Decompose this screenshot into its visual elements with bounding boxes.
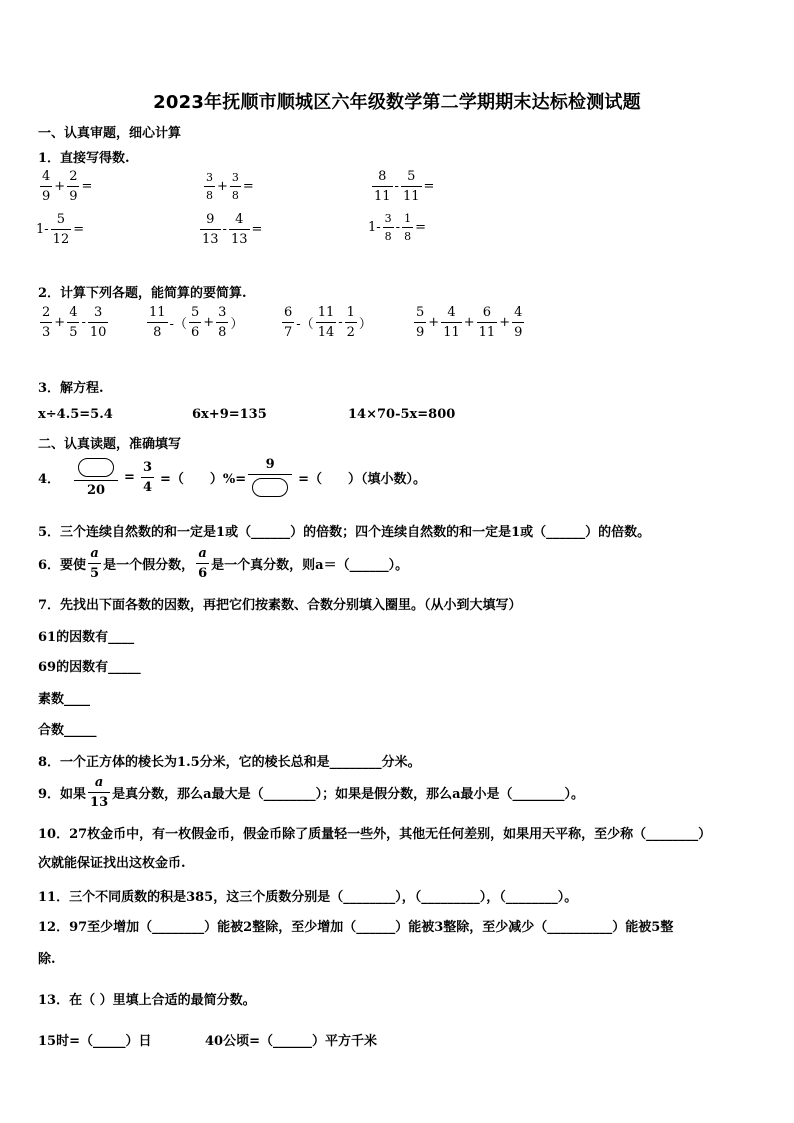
fraction: $\frac{2}{9}$: [69, 169, 78, 204]
section-2-heading: 二、认真读题，准确填写: [38, 437, 182, 452]
fraction: $\frac{6}{7}$: [284, 305, 293, 340]
q3-equation-2: 6x+9=135: [192, 407, 267, 422]
fraction: $\frac{5}{12}$: [52, 212, 70, 247]
q13-item-b: 40公顷=（______）平方千米: [205, 1034, 377, 1049]
fraction: $\frac{3}{8}$: [206, 171, 213, 202]
q3-label: 3．解方程.: [38, 381, 104, 396]
fraction: $\frac{3}{10}$: [89, 305, 107, 340]
q2-label: 2．计算下列各题，能简算的要简算.: [38, 286, 247, 301]
q2-expression-3: $\frac{6}{7}$ -（ $\frac{11}{14}$ - $\frac{1}{2}$ ）: [284, 305, 372, 340]
q8: 8．一个正方体的棱长为1.5分米，它的棱长总和是________分米。: [38, 755, 421, 770]
q1-item-1: $\frac{4}{9}$ + $\frac{2}{9}$ =: [42, 169, 93, 204]
fraction: $\frac{9}{13}$: [202, 212, 219, 247]
q4: 4． 20 = $\frac{3}{4}$ =（ ）%= 9 =（ ）（填小数）。: [38, 457, 427, 498]
fraction: $\frac{4}{5}$: [69, 305, 78, 340]
q1-item-6: 1- $\frac{3}{8}$ - $\frac{1}{8}$ =: [368, 212, 426, 243]
fraction: $\frac{5}{6}$: [190, 305, 200, 340]
fraction: $\frac{5}{11}$: [402, 169, 420, 204]
fraction: $\frac{a}{5}$: [90, 546, 100, 581]
q3-equation-3: 14×70-5x=800: [348, 407, 456, 422]
answer-blank[interactable]: [252, 478, 288, 497]
q12-line-1: 12．97至少增加（________）能被2整除，至少增加（______）能被3整除，至少减少（__________）能被5整: [38, 920, 674, 935]
q13-label: 13．在（ ）里填上合适的最简分数。: [38, 993, 256, 1008]
q2-expression-4: $\frac{5}{9}$ + $\frac{4}{11}$ + $\frac{6}{11}$ + $\frac{4}{9}$: [416, 305, 523, 340]
q7-line-2: 69的因数有_____: [38, 660, 141, 675]
fraction: $\frac{3}{4}$: [142, 460, 152, 495]
q1-item-5: $\frac{9}{13}$ - $\frac{4}{13}$ =: [202, 212, 263, 247]
fraction: $\frac{1}{2}$: [346, 305, 355, 340]
q7-line-4: 合数_____: [38, 723, 97, 738]
q6: 6．要使 $\frac{a}{5}$ 是一个假分数， $\frac{a}{6}$ 是一个真分数，则a＝（______）。: [38, 546, 409, 581]
q1-label: 1．直接写得数.: [38, 151, 130, 166]
q1-item-3: $\frac{8}{11}$ - $\frac{5}{11}$ =: [374, 169, 435, 204]
q7-label: 7．先找出下面各数的因数，再把它们按素数、合数分别填入圈里。（从小到大填写）: [38, 598, 522, 613]
fraction: $\frac{1}{8}$: [404, 212, 412, 243]
fraction: $\frac{a}{6}$: [198, 546, 208, 581]
q11: 11．三个不同质数的积是385，这三个质数分别是（________），（_________），（________）。: [38, 890, 578, 905]
fraction: $\frac{3}{8}$: [384, 212, 392, 243]
q3-equation-1: x÷4.5=5.4: [38, 407, 113, 422]
q7-line-3: 素数____: [38, 692, 91, 707]
fraction: $\frac{a}{13}$: [90, 775, 109, 810]
q12-line-2: 除.: [38, 952, 56, 967]
q13-item-a: 15时=（_____）日: [38, 1034, 152, 1049]
answer-blank[interactable]: [78, 458, 114, 477]
q1-item-4: 1- $\frac{5}{12}$ =: [36, 212, 85, 247]
fraction: $\frac{3}{8}$: [218, 305, 227, 340]
q2-expression-1: $\frac{2}{3}$ + $\frac{4}{5}$ - $\frac{3}{10}$: [42, 305, 107, 340]
fraction: $\frac{8}{11}$: [374, 169, 391, 204]
fraction: $\frac{4}{13}$: [230, 212, 248, 247]
section-1-heading: 一、认真审题，细心计算: [38, 126, 182, 141]
fraction-blank-denominator: 9: [248, 458, 292, 497]
fraction: $\frac{5}{9}$: [416, 305, 425, 340]
q10-line-2: 次就能保证找出这枚金币.: [38, 856, 186, 871]
fraction: $\frac{4}{11}$: [443, 305, 460, 340]
fraction: $\frac{4}{9}$: [42, 169, 51, 204]
q10-line-1: 10．27枚金币中，有一枚假金币，假金币除了质量轻一些外，其他无任何差别，如果用天平称，至少称（________）: [38, 827, 712, 842]
fraction: $\frac{11}{8}$: [149, 305, 166, 340]
q2-expression-2: $\frac{11}{8}$ -（ $\frac{5}{6}$ + $\frac{3}{8}$ ）: [149, 305, 244, 340]
page-title: 2023年抚顺市顺城区六年级数学第二学期期末达标检测试题: [153, 92, 641, 113]
fraction-blank-numerator: 20: [74, 458, 118, 497]
q9: 9．如果 $\frac{a}{13}$ 是真分数，那么a最大是（________）；如果是假分数，那么a最小是（________）。: [38, 775, 584, 810]
q7-line-1: 61的因数有____: [38, 630, 135, 645]
fraction: $\frac{11}{14}$: [317, 305, 335, 340]
fraction: $\frac{4}{9}$: [514, 305, 523, 340]
q5: 5．三个连续自然数的和一定是1或（______）的倍数；四个连续自然数的和一定是1或（______）的倍数。: [38, 525, 651, 540]
q1-item-2: $\frac{3}{8}$ + $\frac{3}{8}$ =: [206, 171, 254, 202]
fraction: $\frac{3}{8}$: [231, 171, 239, 202]
fraction: $\frac{6}{11}$: [478, 305, 496, 340]
fraction: $\frac{2}{3}$: [42, 305, 51, 340]
